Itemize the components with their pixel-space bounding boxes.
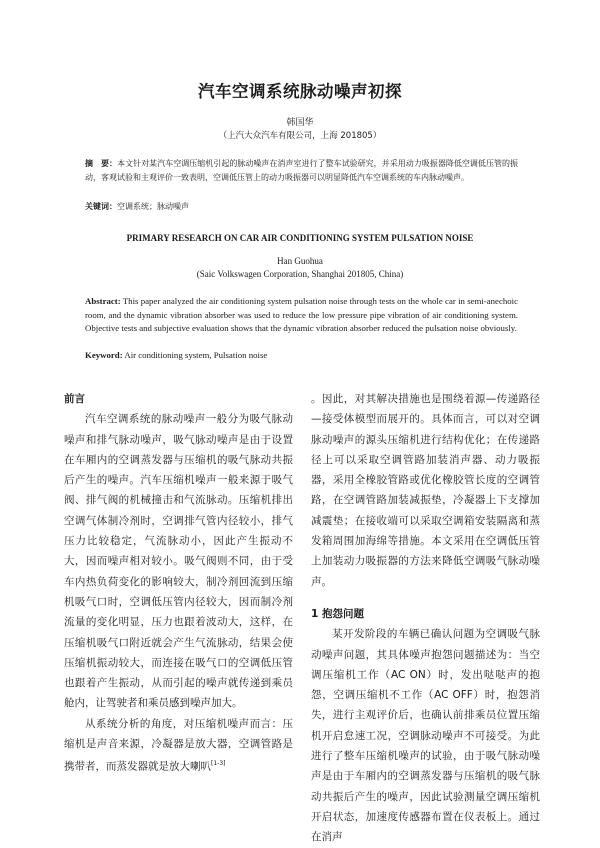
keywords-zh-text: 空调系统；脉动噪声 bbox=[117, 202, 189, 211]
paper-title-en: PRIMARY RESEARCH ON CAR AIR CONDITIONING SYSTEM PULSATION NOISE bbox=[126, 233, 474, 243]
abstract-en-label: Abstract: bbox=[85, 296, 121, 306]
author: 韩国华 bbox=[286, 118, 314, 128]
section-heading-preface: 前言 bbox=[64, 393, 85, 405]
affiliation-en: (Saic Volkswagen Corporation, Shanghai 201805, China) bbox=[196, 269, 404, 279]
keywords-zh bbox=[85, 201, 518, 212]
abstract-en-text: This paper analyzed the air conditioning system pulsation noise through tests on the whole car in semi-anechoic room, and the dynamic vibration absorber was used to reduce the low pressure pipe vibration of air conditioning system. Objective tests and subjective evaluation shows that the dynamic vibration absorber reduced the pulsation noise obviously. bbox=[85, 296, 518, 333]
paper-title: 汽车空调系统脉动噪声初探 bbox=[198, 82, 402, 101]
abstract-zh bbox=[85, 157, 518, 184]
paragraph-section-1: 某开发阶段的车辆已确认问题为空调吸气脉动噪声问题，其具体噪声抱怨问题描述为：当空调压缩机工作（AC ON）时，发出哒哒声的抱怨，空调压缩机不工作（AC OFF）时，抱怨消失，进行主观评价后，也确认前排乘员位置压缩机开启怠速工况，空调脉动噪声不可接受。为此进行了整车压缩机噪声的试验，由于吸气脉动噪声是由于车厢内的空调蒸发器与压缩机的吸气脉动共振后产生的噪声，因此试验测量空调压缩机开启状态，加速度传感器布置在仪表板上。通过在消声 bbox=[311, 628, 540, 844]
citation-ref: [1-3] bbox=[211, 760, 226, 768]
paragraph-preface-2-continued: 。因此，对其解决措施也是围绕着源—传递路径—接受体模型而展开的。具体而言，可以对空调脉动噪声的源头压缩机进行结构优化；在传递路径上可以采取空调管路加装消声器、动力吸振器，采用全橡胶管路或优化橡胶管长度的空调管路，在空调管路加装减振垫，冷凝器上下支撑加减震垫；在接收端可以采取空调箱安装隔离和蒸发箱周围加海绵等措施。本文采用在空调低压管上加装动力吸振器的方法来降低空调吸气脉动噪声。 bbox=[311, 393, 540, 588]
keywords-en bbox=[85, 350, 518, 360]
abstract-zh-label: 摘 要： bbox=[85, 159, 118, 168]
section-heading-1: 1 抱怨问题 bbox=[311, 608, 364, 620]
keywords-en-text: Air conditioning system, Pulsation noise bbox=[122, 350, 268, 360]
keywords-en-label: Keyword: bbox=[85, 350, 123, 360]
abstract-zh-text: 本文针对某汽车空调压缩机引起的脉动噪声在消声室进行了整车试验研究，并采用动力吸振器降低空调低压管的振动，客观试验和主观评价一致表明，空调低压管上的动力吸振器可以明显降低汽车空调系统的车内脉动噪声。 bbox=[85, 159, 518, 182]
keywords-zh-label: 关键词： bbox=[85, 202, 117, 211]
author-en: Han Guohua bbox=[277, 256, 323, 266]
left-column bbox=[64, 389, 293, 777]
paragraph-preface-2-a: 从系统分析的角度，对压缩机噪声而言：压缩机是声音来源，冷凝器是放大器，空调管路是携带者，而蒸发器就是放大喇叭 bbox=[64, 717, 293, 773]
right-column-section-1 bbox=[311, 604, 540, 848]
abstract-en bbox=[85, 295, 518, 336]
paragraph-preface-1: 汽车空调系统的脉动噪声一般分为吸气脉动噪声和排气脉动噪声，吸气脉动噪声是由于设置在车厢内的空调蒸发器与压缩机的吸气脉动共振后产生的噪声。汽车压缩机噪声一般来源于吸气阀、排气阀的机械撞击和气流脉动。压缩机排出空调气体制冷剂时，空调排气管内径较小，排气压力比较稳定，气流脉动小，因此产生振动不大，因而噪声相对较小。吸气阀则不同，由于受车内热负荷变化的影响较大，制冷剂回流到压缩机吸气口时，空调低压管内径较大，因而制冷剂流量的变化明显，压力也跟着波动大，这样，在压缩机吸气口附近就会产生气流脉动，结果会使压缩机振动较大，而连接在吸气口的空调低压管也跟着产生振动，从而引起的噪声就传递到乘员舱内，让驾驶者和乘员感到噪声加大。 bbox=[64, 413, 293, 710]
affiliation: （上汽大众汽车有限公司，上海 201805） bbox=[218, 131, 382, 141]
right-column bbox=[311, 389, 540, 592]
